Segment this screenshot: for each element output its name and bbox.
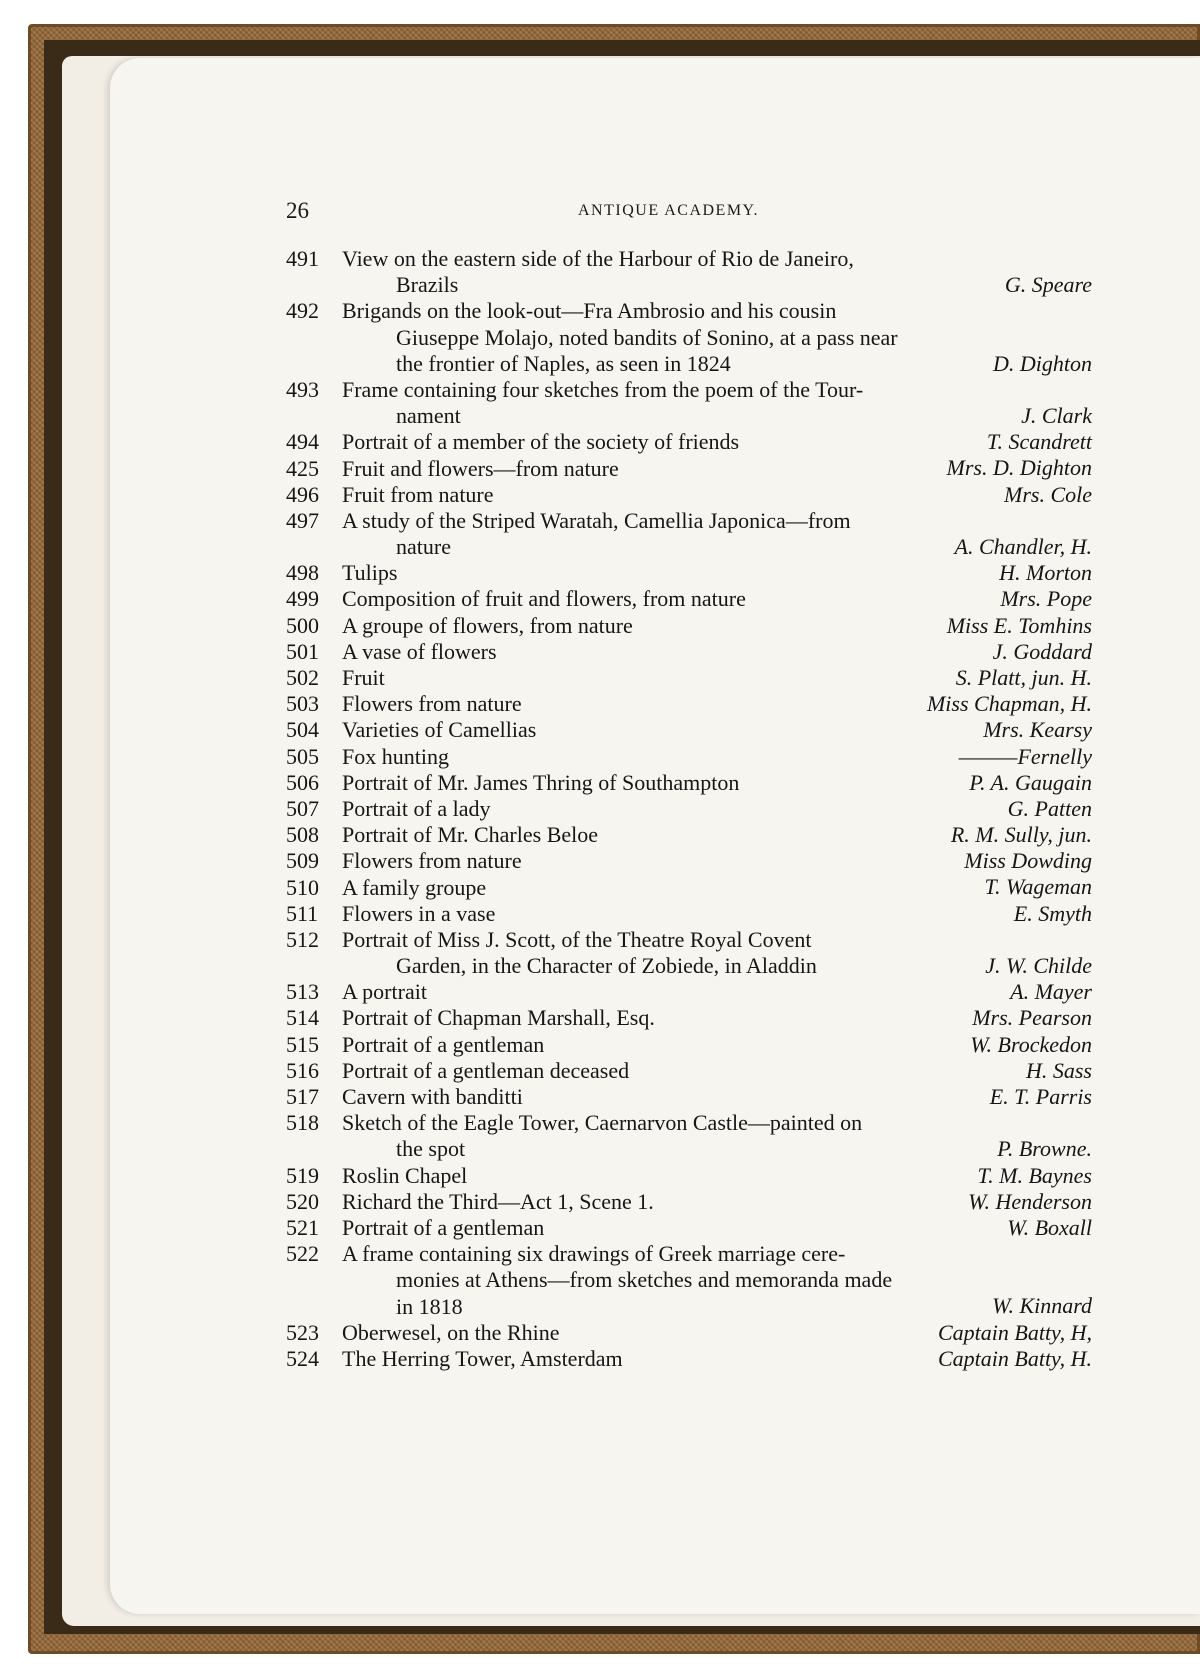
- entry-artist: Mrs. Pope: [1000, 586, 1092, 612]
- entry-first-line: [286, 665, 1092, 691]
- entry-number: 497: [286, 507, 319, 533]
- entry-title-text: Portrait of a lady: [342, 795, 491, 821]
- entry-continuation-line: [286, 1267, 1092, 1293]
- catalogue-entry: [286, 456, 1092, 482]
- entry-title-text: Brigands on the look-out—Fra Ambrosio and his cousin: [342, 298, 837, 324]
- entry-title-text: The Herring Tower, Amsterdam: [342, 1345, 623, 1371]
- entry-title-text: Portrait of a gentleman: [342, 1031, 545, 1057]
- entry-title-text: Fruit and flowers—from nature: [342, 455, 619, 481]
- entry-first-line: [286, 1084, 1092, 1110]
- catalogue-entry: [286, 586, 1092, 612]
- entry-title-text: Portrait of a member of the society of friends: [342, 429, 740, 455]
- entry-number: 504: [286, 717, 319, 743]
- entry-first-line: [286, 1110, 1092, 1136]
- entry-title-text: monies at Athens—from sketches and memoranda made: [396, 1267, 893, 1293]
- catalogue-entry: [286, 1005, 1092, 1031]
- running-head: ANTIQUE ACADEMY.: [578, 202, 760, 219]
- catalogue-entry: [286, 875, 1092, 901]
- entry-artist: Mrs. Pearson: [972, 1005, 1092, 1031]
- entry-first-line: [286, 744, 1092, 770]
- entry-continuation-line: [286, 534, 1092, 560]
- entry-artist: Miss E. Tomhins: [946, 612, 1092, 638]
- entry-artist: W. Brockedon: [970, 1031, 1092, 1057]
- entry-number: 494: [286, 429, 319, 455]
- entry-number: 517: [286, 1084, 319, 1109]
- entry-first-line: [286, 1189, 1092, 1215]
- entry-artist: H. Morton: [999, 560, 1092, 586]
- entry-number: 501: [286, 638, 319, 664]
- entry-artist: J. Clark: [1021, 403, 1092, 429]
- catalogue-entry: [286, 1189, 1092, 1215]
- entry-artist: D. Dighton: [993, 350, 1092, 376]
- entry-number: 520: [286, 1188, 319, 1214]
- entry-first-line: [286, 246, 1092, 272]
- entry-continuation-line: [286, 1136, 1092, 1162]
- entry-number: 524: [286, 1345, 319, 1371]
- entry-continuation-line: [286, 403, 1092, 429]
- entry-title-text: nament: [396, 403, 461, 429]
- entry-title-text: nature: [396, 534, 451, 560]
- entry-title-text: Fruit from nature: [342, 481, 494, 507]
- entry-number: 507: [286, 795, 319, 821]
- entry-first-line: [286, 691, 1092, 717]
- catalogue-entry: [286, 508, 1092, 560]
- entry-title-text: Flowers in a vase: [342, 900, 496, 926]
- entry-title-text: Fox hunting: [342, 743, 449, 769]
- entry-title-text: Varieties of Camellias: [342, 717, 537, 743]
- entry-number: 518: [286, 1110, 319, 1136]
- entry-first-line: [286, 979, 1092, 1005]
- entry-title-text: in 1818: [396, 1293, 463, 1319]
- catalogue-entry: [286, 377, 1092, 429]
- entry-first-line: [286, 1346, 1092, 1372]
- catalogue-entry: [286, 901, 1092, 927]
- catalogue-entry: [286, 927, 1092, 979]
- entry-artist: Mrs. Kearsy: [983, 717, 1092, 743]
- entry-number: 500: [286, 612, 319, 638]
- catalogue-entry: [286, 613, 1092, 639]
- entry-first-line: [286, 770, 1092, 796]
- entry-title-text: Frame containing four sketches from the poem of the Tour-: [342, 376, 864, 402]
- catalogue-entry: [286, 796, 1092, 822]
- entry-artist: P. A. Gaugain: [969, 769, 1092, 795]
- entry-artist: A. Chandler, H.: [954, 534, 1092, 560]
- entry-artist: T. Scandrett: [986, 429, 1092, 455]
- entry-number: 511: [286, 900, 319, 926]
- entry-artist: R. M. Sully, jun.: [950, 822, 1092, 848]
- entry-first-line: [286, 560, 1092, 586]
- entry-title-text: A portrait: [342, 979, 427, 1005]
- entry-title-text: Flowers from nature: [342, 691, 522, 717]
- catalogue-entry: [286, 1241, 1092, 1320]
- entry-artist: J. Goddard: [992, 638, 1092, 664]
- catalogue-entry: [286, 691, 1092, 717]
- entry-artist: T. M. Baynes: [977, 1162, 1092, 1188]
- catalogue-entry: [286, 482, 1092, 508]
- entry-title-text: Richard the Third—Act 1, Scene 1.: [342, 1188, 654, 1214]
- catalogue-entry: [286, 1215, 1092, 1241]
- catalogue-entry: [286, 1163, 1092, 1189]
- entry-first-line: [286, 848, 1092, 874]
- entry-number: 493: [286, 376, 319, 402]
- entry-artist: W. Kinnard: [992, 1293, 1092, 1319]
- entry-artist: T. Wageman: [984, 874, 1092, 900]
- entry-artist: J. W. Childe: [985, 953, 1092, 979]
- entry-artist: E. Smyth: [1013, 900, 1092, 926]
- entry-number: 496: [286, 481, 319, 507]
- entry-number: 492: [286, 298, 319, 324]
- entry-first-line: [286, 429, 1092, 455]
- entry-title-text: Portrait of Mr. James Thring of Southampton: [342, 769, 740, 795]
- catalogue-entry: [286, 1320, 1092, 1346]
- entry-artist: A. Mayer: [1010, 979, 1092, 1005]
- entry-number: 509: [286, 848, 319, 874]
- entry-artist: Captain Batty, H,: [938, 1319, 1092, 1345]
- entry-number: 499: [286, 586, 319, 612]
- entry-first-line: [286, 508, 1092, 534]
- entry-number: 522: [286, 1241, 319, 1267]
- entry-first-line: [286, 1215, 1092, 1241]
- entry-number: 508: [286, 822, 319, 848]
- entry-title-text: Tulips: [342, 560, 398, 586]
- catalogue-entry: [286, 979, 1092, 1005]
- catalogue-entry: [286, 298, 1092, 377]
- entry-number: 516: [286, 1057, 319, 1083]
- entry-title-text: A frame containing six drawings of Greek marriage cere-: [342, 1241, 846, 1267]
- entry-title-text: Portrait of Chapman Marshall, Esq.: [342, 1005, 655, 1031]
- catalogue-entry: [286, 1058, 1092, 1084]
- entry-number: 491: [286, 246, 319, 271]
- entry-continuation-line: [286, 351, 1092, 377]
- entry-artist: Captain Batty, H.: [938, 1345, 1092, 1371]
- catalogue-entry: [286, 665, 1092, 691]
- entry-title-text: the frontier of Naples, as seen in 1824: [396, 350, 731, 376]
- entry-number: 425: [286, 455, 319, 481]
- entry-first-line: [286, 482, 1092, 508]
- catalogue-entries: [286, 246, 1092, 1372]
- catalogue-entry: [286, 639, 1092, 665]
- catalogue-entry: [286, 848, 1092, 874]
- entry-artist: Miss Chapman, H.: [926, 691, 1092, 717]
- entry-artist: Mrs. D. Dighton: [946, 455, 1092, 481]
- entry-continuation-line: [286, 953, 1092, 979]
- entry-first-line: [286, 1241, 1092, 1267]
- entry-continuation-line: [286, 325, 1092, 351]
- entry-title-text: Sketch of the Eagle Tower, Caernarvon Castle—painted on: [342, 1110, 863, 1136]
- entry-first-line: [286, 586, 1092, 612]
- entry-number: 515: [286, 1031, 319, 1057]
- entry-number: 505: [286, 743, 319, 769]
- entry-title-text: A study of the Striped Waratah, Camellia Japonica—from: [342, 507, 851, 533]
- entry-number: 512: [286, 926, 319, 952]
- catalogue-entry: [286, 560, 1092, 586]
- entry-title-text: Flowers from nature: [342, 848, 522, 874]
- catalogue-entry: [286, 429, 1092, 455]
- entry-first-line: [286, 822, 1092, 848]
- entry-first-line: [286, 613, 1092, 639]
- entry-title-text: A vase of flowers: [342, 638, 497, 664]
- entry-artist: G. Patten: [1007, 795, 1092, 821]
- entry-first-line: [286, 1058, 1092, 1084]
- catalogue-entry: [286, 744, 1092, 770]
- entry-artist: E. T. Parris: [989, 1083, 1092, 1109]
- entry-title-text: Fruit: [342, 665, 385, 690]
- entry-title-text: Roslin Chapel: [342, 1162, 468, 1188]
- entry-first-line: [286, 639, 1092, 665]
- page-number: 26: [286, 198, 309, 223]
- catalogue-entry: [286, 717, 1092, 743]
- entry-number: 498: [286, 560, 319, 586]
- entry-artist: P. Browne.: [997, 1136, 1092, 1162]
- entry-number: 523: [286, 1319, 319, 1345]
- entry-artist: Miss Dowding: [964, 848, 1092, 874]
- entry-number: 521: [286, 1214, 319, 1240]
- entry-number: 503: [286, 691, 319, 717]
- entry-first-line: [286, 1320, 1092, 1346]
- entry-artist: S. Platt, jun. H.: [955, 664, 1092, 690]
- entry-number: 514: [286, 1005, 319, 1031]
- entry-title-text: Giuseppe Molajo, noted bandits of Sonino, at a pass near: [396, 324, 898, 350]
- entry-number: 519: [286, 1162, 319, 1188]
- catalogue-entry: [286, 770, 1092, 796]
- entry-title-text: Brazils: [396, 272, 459, 298]
- entry-title-text: Garden, in the Character of Zobiede, in Aladdin: [396, 953, 817, 979]
- entry-continuation-line: [286, 1294, 1092, 1320]
- catalogue-entry: [286, 246, 1092, 298]
- entry-first-line: [286, 1005, 1092, 1031]
- catalogue-entry: [286, 1084, 1092, 1110]
- entry-artist: ———Fernelly: [958, 743, 1092, 769]
- entry-first-line: [286, 901, 1092, 927]
- catalogue-entry: [286, 1032, 1092, 1058]
- entry-title-text: A family groupe: [342, 874, 487, 900]
- entry-title-text: Portrait of a gentleman: [342, 1214, 545, 1240]
- entry-artist: W. Boxall: [1007, 1214, 1092, 1240]
- entry-title-text: Portrait of Mr. Charles Beloe: [342, 822, 599, 848]
- entry-artist: Mrs. Cole: [1004, 481, 1092, 507]
- entry-title-text: Composition of fruit and flowers, from nature: [342, 586, 746, 612]
- entry-title-text: Oberwesel, on the Rhine: [342, 1319, 560, 1345]
- entry-title-text: Cavern with banditti: [342, 1084, 523, 1109]
- catalogue-entry: [286, 1110, 1092, 1162]
- entry-first-line: [286, 796, 1092, 822]
- entry-title-text: the spot: [396, 1136, 466, 1162]
- entry-number: 502: [286, 665, 319, 690]
- entry-first-line: [286, 298, 1092, 324]
- entry-continuation-line: [286, 272, 1092, 298]
- entry-number: 513: [286, 979, 319, 1005]
- entry-artist: H. Sass: [1025, 1057, 1092, 1083]
- entry-number: 510: [286, 874, 319, 900]
- entry-title-text: Portrait of a gentleman deceased: [342, 1057, 630, 1083]
- entry-artist: W. Henderson: [968, 1188, 1092, 1214]
- entry-first-line: [286, 927, 1092, 953]
- entry-title-text: Portrait of Miss J. Scott, of the Theatre Royal Covent: [342, 926, 812, 952]
- entry-first-line: [286, 377, 1092, 403]
- entry-title-text: A groupe of flowers, from nature: [342, 612, 633, 638]
- entry-first-line: [286, 875, 1092, 901]
- entry-number: 506: [286, 769, 319, 795]
- entry-title-text: View on the eastern side of the Harbour of Rio de Janeiro,: [342, 246, 854, 271]
- entry-first-line: [286, 456, 1092, 482]
- entry-first-line: [286, 1032, 1092, 1058]
- entry-first-line: [286, 717, 1092, 743]
- entry-artist: G. Speare: [1004, 272, 1092, 298]
- catalogue-entry: [286, 822, 1092, 848]
- catalogue-entry: [286, 1346, 1092, 1372]
- entry-first-line: [286, 1163, 1092, 1189]
